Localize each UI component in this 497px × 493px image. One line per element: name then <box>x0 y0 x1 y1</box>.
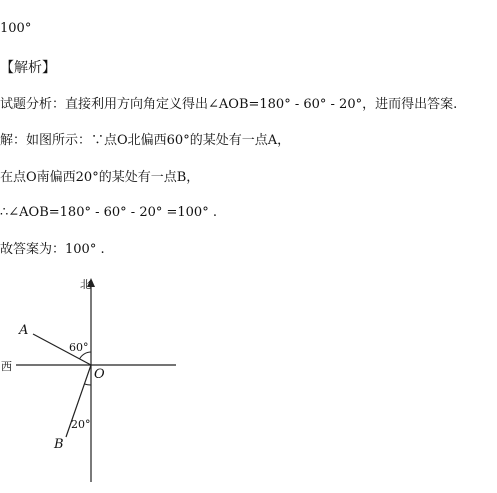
angle-60-label: 60° <box>69 341 89 354</box>
north-label: 北 <box>80 278 91 291</box>
solution-line-3: ∴∠AOB=180° - 60° - 20° =100° . <box>0 205 217 220</box>
solution-line-1: 解：如图所示：∵点O北偏西60°的某处有一点A， <box>0 133 291 148</box>
west-label: 西 <box>1 360 12 373</box>
section-heading: 【解析】 <box>0 60 56 76</box>
direction-angle-figure <box>0 270 497 493</box>
final-answer-line: 故答案为：100° . <box>0 242 105 257</box>
answer-line: 100° <box>0 21 32 36</box>
point-a-label: A <box>19 323 29 338</box>
angle-arc-20 <box>85 384 92 385</box>
analysis-line: 试题分析：直接利用方向角定义得出∠AOB=180° - 60° - 20°，进而得出答案. <box>0 97 458 112</box>
point-o-label: O <box>94 367 105 382</box>
solution-line-2: 在点O南偏西20°的某处有一点B， <box>0 170 200 185</box>
point-b-label: B <box>54 437 64 452</box>
angle-20-label: 20° <box>71 418 91 431</box>
